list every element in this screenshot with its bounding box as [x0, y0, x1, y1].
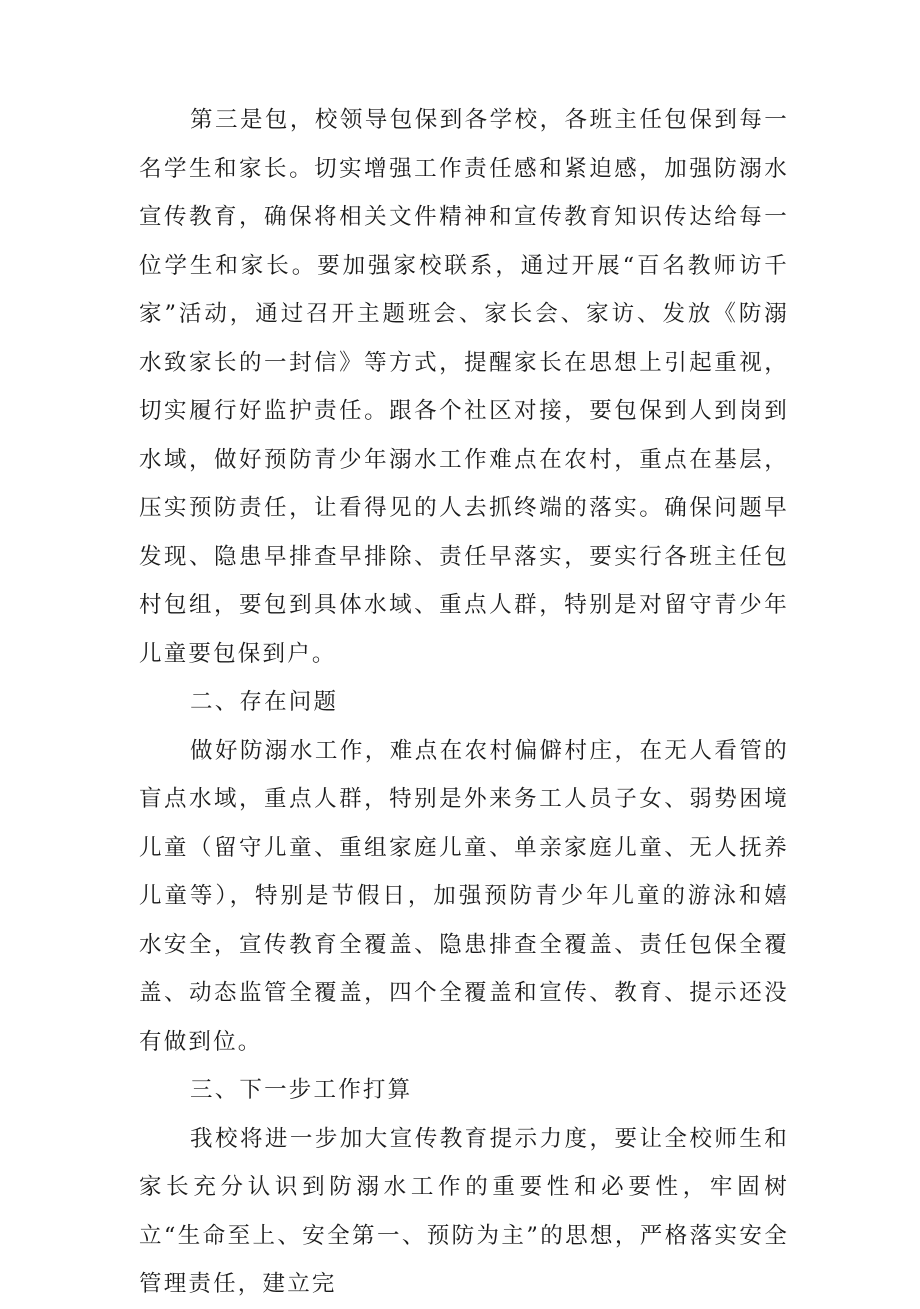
heading-next-steps: 三、下一步工作打算 — [190, 1077, 413, 1103]
document-body — [139, 96, 789, 1309]
heading-existing-problems: 二、存在问题 — [190, 689, 339, 715]
para-baobao: 第三是包，校领导包保到各学校，各班主任包保到每一名学生和家长。切实增强工作责任感和紧迫感，加强防溺水宣传教育，确保将相关文件精神和宣传教育知识传达给每一位学生和家长。要加强家校联系，通过开展“百名教师访千家”活动，通过召开主题班会、家长会、家访、发放《防溺水致家长的一封信》等方式，提醒家长在思想上引起重视，切实履行好监护责任。跟各个社区对接，要包保到人到岗到水域，做好预防青少年溺水工作难点在农村，重点在基层，压实预防责任，让看得见的人去抓终端的落实。确保问题早发现、隐患早排查早排除、责任早落实，要实行各班主任包村包组，要包到具体水域、重点人群，特别是对留守青少年儿童要包保到户。 — [139, 107, 789, 667]
para-next-steps: 我校将进一步加大宣传教育提示力度，要让全校师生和家长充分认识到防溺水工作的重要性和必要性，牢固树立“生命至上、安全第一、预防为主”的思想，严格落实安全管理责任，建立完 — [139, 1125, 789, 1297]
para-problems: 做好防溺水工作，难点在农村偏僻村庄，在无人看管的盲点水域，重点人群，特别是外来务工人员子女、弱势困境儿童（留守儿童、重组家庭儿童、单亲家庭儿童、无人抚养儿童等），特别是节假日，加强预防青少年儿童的游泳和嬉水安全，宣传教育全覆盖、隐患排查全覆盖、责任包保全覆盖、动态监管全覆盖，四个全覆盖和宣传、教育、提示还没有做到位。 — [139, 737, 789, 1055]
